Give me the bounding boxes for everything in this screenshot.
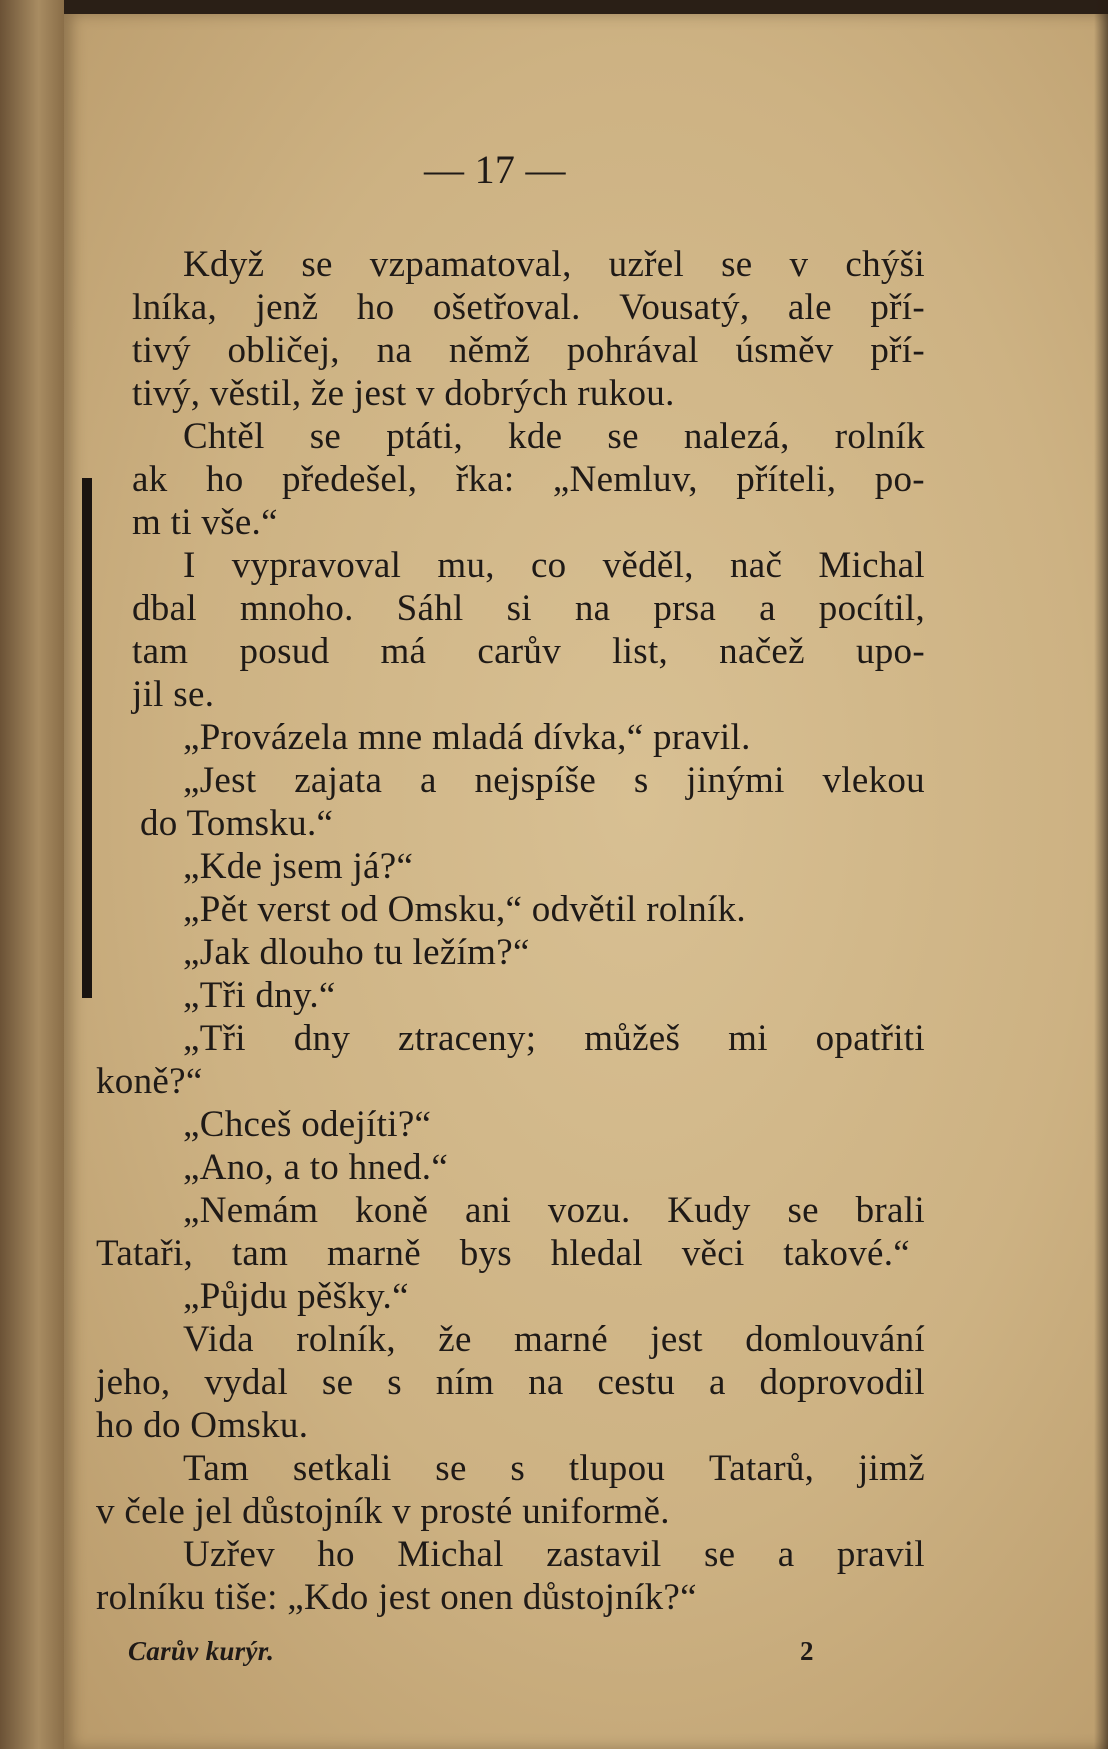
word: ho	[356, 287, 395, 328]
text-line: „Kde jsem já?“	[183, 846, 414, 887]
word: mi	[728, 1018, 768, 1059]
word: lníka,	[132, 287, 218, 328]
word: nač	[729, 545, 783, 586]
word: dbal	[132, 588, 197, 629]
word: tivý	[132, 330, 191, 371]
word: vozu.	[547, 1190, 631, 1231]
word: „Jest	[183, 760, 257, 801]
word: se	[721, 244, 753, 285]
word: a	[420, 760, 437, 801]
word: pří-	[870, 287, 925, 328]
text-line	[132, 633, 925, 670]
text-line	[132, 461, 925, 498]
word: bys	[459, 1233, 512, 1274]
word: pohrával	[566, 330, 699, 371]
word: můžeš	[584, 1018, 681, 1059]
word: a	[759, 588, 776, 629]
text-line	[183, 1450, 925, 1487]
binding-strip	[82, 478, 92, 998]
word: na	[376, 330, 413, 371]
word: pravil	[836, 1534, 925, 1575]
word: jest	[650, 1319, 703, 1360]
word: kde	[508, 416, 563, 457]
word: příteli,	[736, 459, 837, 500]
word: se	[703, 1534, 736, 1575]
word: s	[387, 1362, 402, 1403]
book-title-footer: Carův kurýr.	[128, 1636, 275, 1666]
word: úsměv	[735, 330, 834, 371]
word: se	[787, 1190, 819, 1231]
word: načež	[719, 631, 805, 672]
word: co	[530, 545, 567, 586]
word: „Nemám	[183, 1190, 319, 1231]
text-line	[183, 547, 925, 584]
word: „Tři	[183, 1018, 246, 1059]
word: věci	[681, 1233, 745, 1274]
text-line	[183, 1020, 925, 1057]
word: ho	[317, 1534, 355, 1575]
page-number: — 17 —	[424, 147, 566, 192]
word: pocítil,	[818, 588, 925, 629]
word: zastavil	[546, 1534, 662, 1575]
word: upo-	[855, 631, 925, 672]
text-line: ho do Omsku.	[96, 1405, 309, 1446]
word: Michal	[818, 545, 925, 586]
word: Když	[183, 244, 265, 285]
word: se	[321, 1362, 354, 1403]
word: má	[380, 631, 427, 672]
word: mu,	[437, 545, 495, 586]
word: list,	[612, 631, 669, 672]
word: mnoho.	[239, 588, 354, 629]
word: a	[708, 1362, 726, 1403]
word: Tataři,	[96, 1233, 194, 1274]
word: pří-	[870, 330, 925, 371]
text-line: rolníku tiše: „Kdo jest onen důstojník?“	[96, 1577, 697, 1618]
word: Tam	[183, 1448, 250, 1489]
text-line: „Půjdu pěšky.“	[183, 1276, 409, 1317]
word: chýši	[845, 244, 925, 285]
text-line: „Tři dny.“	[183, 975, 336, 1016]
word: vzpamatoval,	[369, 244, 572, 285]
text-line	[183, 246, 925, 283]
word: marné	[514, 1319, 608, 1360]
word: na	[574, 588, 611, 629]
text-line: „Chceš odejíti?“	[183, 1104, 432, 1145]
text-line: v čele jel důstojník v prosté uniformě.	[96, 1491, 670, 1532]
word: uzřel	[608, 244, 685, 285]
word: marně	[326, 1233, 421, 1274]
word: ho	[205, 459, 244, 500]
word: že	[438, 1319, 472, 1360]
text-line: do Tomsku.“	[140, 803, 334, 844]
word: jenž	[255, 287, 319, 328]
word: zajata	[294, 760, 383, 801]
word: prsa	[653, 588, 717, 629]
word: tam	[231, 1233, 289, 1274]
text-line	[132, 289, 925, 326]
text-line	[183, 762, 925, 799]
text-line	[96, 1235, 910, 1272]
word: Tatarů,	[708, 1448, 815, 1489]
word: nalezá,	[683, 416, 790, 457]
text-line	[183, 1192, 925, 1229]
word: dny	[293, 1018, 351, 1059]
word: takové.“	[783, 1233, 910, 1274]
text-line: „Provázela mne mladá dívka,“ pravil.	[183, 717, 751, 758]
word: předešel,	[282, 459, 418, 500]
page-edge-shadow	[1094, 0, 1108, 1749]
text-line	[183, 1321, 925, 1358]
word: ošetřoval.	[432, 287, 581, 328]
signature-mark: 2	[800, 1636, 814, 1666]
word: němž	[448, 330, 531, 371]
text-line	[132, 590, 925, 627]
word: doprovodil	[759, 1362, 925, 1403]
word: rolník	[834, 416, 925, 457]
word: domlouvání	[745, 1319, 925, 1360]
text-line: „Pět verst od Omsku,“ odvětil rolník.	[183, 889, 746, 930]
word: setkali	[292, 1448, 392, 1489]
word: na	[528, 1362, 564, 1403]
word: ani	[464, 1190, 512, 1231]
word: ním	[435, 1362, 495, 1403]
word: ak	[132, 459, 168, 500]
word: „Nemluv,	[552, 459, 698, 500]
word: Sáhl	[396, 588, 464, 629]
book-gutter	[0, 0, 64, 1749]
word: opatřiti	[815, 1018, 925, 1059]
text-line: „Ano, a to hned.“	[183, 1147, 449, 1188]
word: koně	[355, 1190, 429, 1231]
word: cestu	[597, 1362, 676, 1403]
text-line: tivý, věstil, že jest v dobrých rukou.	[132, 373, 675, 414]
word: ztraceny;	[398, 1018, 537, 1059]
word: obličej,	[227, 330, 340, 371]
text-line: m ti vše.“	[132, 502, 278, 543]
word: posud	[239, 631, 330, 672]
word: vydal	[204, 1362, 289, 1403]
word: rolník,	[296, 1319, 396, 1360]
word: Uzřev	[183, 1534, 275, 1575]
word: hledal	[550, 1233, 643, 1274]
text-line	[132, 332, 925, 369]
word: Vida	[183, 1319, 254, 1360]
text-line: koně?“	[96, 1061, 203, 1102]
word: tlupou	[568, 1448, 666, 1489]
word: se	[309, 416, 342, 457]
word: s	[510, 1448, 526, 1489]
word: nejspíše	[474, 760, 597, 801]
word: I	[183, 545, 196, 586]
word: a	[777, 1534, 795, 1575]
word: po-	[874, 459, 925, 500]
text-line	[183, 418, 925, 455]
text-line: „Jak dlouho tu ležím?“	[183, 932, 530, 973]
word: věděl,	[602, 545, 694, 586]
word: tam	[132, 631, 189, 672]
word: v	[789, 244, 809, 285]
word: se	[607, 416, 639, 457]
word: Vousatý,	[619, 287, 750, 328]
word: ptáti,	[386, 416, 463, 457]
word: se	[301, 244, 333, 285]
word: si	[506, 588, 532, 629]
word: jimž	[857, 1448, 925, 1489]
word: s	[633, 760, 649, 801]
word: carův	[477, 631, 562, 672]
word: Michal	[397, 1534, 504, 1575]
word: vypravoval	[231, 545, 402, 586]
text-line	[183, 1536, 925, 1573]
word: ale	[787, 287, 832, 328]
word: jinými	[686, 760, 785, 801]
word: řka:	[455, 459, 515, 500]
word: Kudy	[667, 1190, 751, 1231]
word: Chtěl	[183, 416, 265, 457]
text-line: jil se.	[132, 674, 215, 715]
word: jeho,	[96, 1362, 171, 1403]
word: se	[435, 1448, 467, 1489]
word: brali	[855, 1190, 925, 1231]
word: vlekou	[822, 760, 925, 801]
text-line	[96, 1364, 925, 1401]
